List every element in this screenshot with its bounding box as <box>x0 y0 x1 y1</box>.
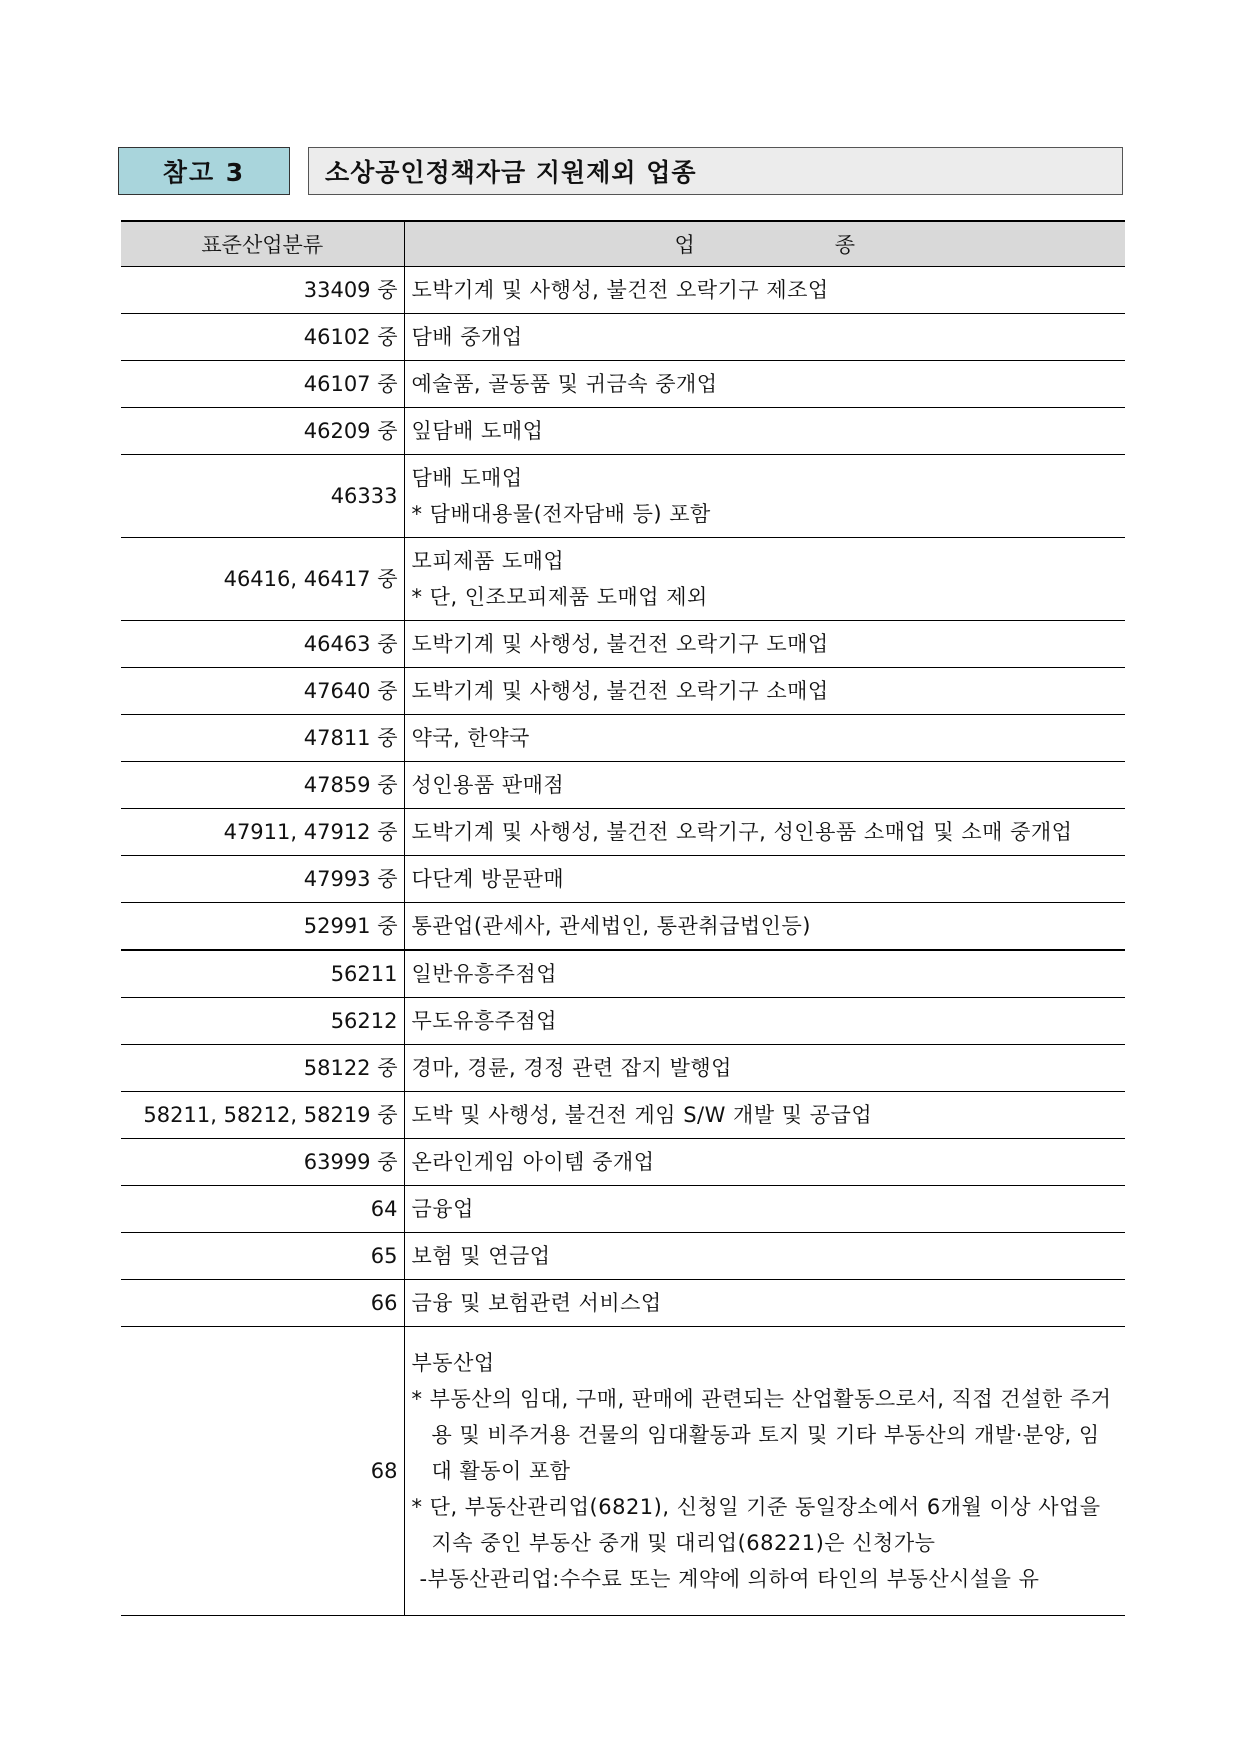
industry-code: 63999 중 <box>121 1139 404 1186</box>
industry-code: 46102 중 <box>121 314 404 361</box>
table-row <box>121 538 1125 621</box>
industry-note: * 단, 인조모피제품 도매업 제외 <box>411 585 708 609</box>
industry-title: 도박기계 및 사행성, 불건전 오락기구 도매업 <box>411 632 829 656</box>
reference-badge <box>118 147 290 195</box>
industry-title: 온라인게임 아이템 중개업 <box>411 1150 655 1174</box>
industry-description <box>404 538 1125 621</box>
industry-code: 68 <box>121 1327 404 1616</box>
industry-code: 56212 <box>121 998 404 1045</box>
industry-code: 47859 중 <box>121 762 404 809</box>
column-header-industry <box>404 221 1125 267</box>
industry-title: 약국, 한약국 <box>411 726 530 750</box>
industry-title: 보험 및 연금업 <box>411 1244 551 1268</box>
industry-description <box>404 455 1125 538</box>
table-row <box>121 1280 1125 1327</box>
industry-code: 56211 <box>121 950 404 998</box>
industry-description <box>404 314 1125 361</box>
industry-code: 46416, 46417 중 <box>121 538 404 621</box>
industry-note: * 담배대용물(전자담배 등) 포함 <box>411 502 711 526</box>
industry-code: 46463 중 <box>121 621 404 668</box>
industry-description <box>404 950 1125 998</box>
industry-note-1: * 부동산의 임대, 구매, 판매에 관련되는 산업활동으로서, 직접 건설한 주거용 및 비주거용 건물의 임대활동과 토지 및 기타 부동산의 개발·분양, 임대 활동이 포함 <box>411 1387 1112 1483</box>
industry-description <box>404 1045 1125 1092</box>
excluded-industries-table <box>121 220 1125 1616</box>
industry-title: 무도유흥주점업 <box>411 1009 558 1033</box>
table-row <box>121 455 1125 538</box>
industry-title: 모피제품 도매업 <box>411 549 565 573</box>
industry-description <box>404 408 1125 455</box>
industry-title: 담배 중개업 <box>411 325 523 349</box>
industry-description <box>404 856 1125 903</box>
industry-description <box>404 1280 1125 1327</box>
industry-title: 도박 및 사행성, 불건전 게임 S/W 개발 및 공급업 <box>411 1103 873 1127</box>
industry-note-3: -부동산관리업:수수료 또는 계약에 의하여 타인의 부동산시설을 유 <box>419 1567 1040 1591</box>
reference-badge-label: 참고 3 <box>162 158 246 187</box>
industry-description <box>404 621 1125 668</box>
industry-title: 도박기계 및 사행성, 불건전 오락기구, 성인용품 소매업 및 소매 중개업 <box>411 820 1073 844</box>
page-title-box <box>308 147 1123 195</box>
industry-code: 47640 중 <box>121 668 404 715</box>
table-body-last <box>121 1327 1125 1616</box>
industry-description <box>404 1327 1125 1616</box>
industry-description <box>404 998 1125 1045</box>
industry-code: 65 <box>121 1233 404 1280</box>
table-row <box>121 1045 1125 1092</box>
industry-title: 도박기계 및 사행성, 불건전 오락기구 제조업 <box>411 278 829 302</box>
industry-title: 예술품, 골동품 및 귀금속 중개업 <box>411 372 718 396</box>
table-row <box>121 267 1125 314</box>
table-row <box>121 1186 1125 1233</box>
industry-code: 33409 중 <box>121 267 404 314</box>
industry-code: 47993 중 <box>121 856 404 903</box>
industry-title: 도박기계 및 사행성, 불건전 오락기구 소매업 <box>411 679 829 703</box>
industry-title: 부동산업 <box>411 1351 495 1375</box>
industry-description <box>404 668 1125 715</box>
table-header-row <box>121 221 1125 267</box>
industry-title: 경마, 경륜, 경정 관련 잡지 발행업 <box>411 1056 732 1080</box>
industry-code: 46333 <box>121 455 404 538</box>
industry-description <box>404 809 1125 856</box>
industry-code: 47911, 47912 중 <box>121 809 404 856</box>
industry-description <box>404 1092 1125 1139</box>
table-row <box>121 314 1125 361</box>
industry-code: 58122 중 <box>121 1045 404 1092</box>
column-header-industry-part1: 업 <box>674 233 695 257</box>
industry-code: 46209 중 <box>121 408 404 455</box>
industry-description <box>404 762 1125 809</box>
industry-code: 58211, 58212, 58219 중 <box>121 1092 404 1139</box>
table-row <box>121 762 1125 809</box>
table-row <box>121 668 1125 715</box>
industry-code: 52991 중 <box>121 903 404 951</box>
industry-title: 담배 도매업 <box>411 466 523 490</box>
industry-code: 47811 중 <box>121 715 404 762</box>
table-row <box>121 1092 1125 1139</box>
column-header-classification: 표준산업분류 <box>121 221 404 267</box>
table-row <box>121 621 1125 668</box>
industry-description <box>404 1139 1125 1186</box>
industry-title: 성인용품 판매점 <box>411 773 565 797</box>
industry-description <box>404 715 1125 762</box>
table-row <box>121 408 1125 455</box>
column-header-industry-part2: 종 <box>834 233 856 257</box>
industry-description <box>404 903 1125 951</box>
table-row <box>121 950 1125 998</box>
industry-description <box>404 361 1125 408</box>
industry-code: 64 <box>121 1186 404 1233</box>
industry-title: 금융 및 보험관련 서비스업 <box>411 1291 662 1315</box>
industry-title: 일반유흥주점업 <box>411 962 558 986</box>
table-row-68 <box>121 1327 1125 1616</box>
industry-code: 46107 중 <box>121 361 404 408</box>
industry-title: 잎담배 도매업 <box>411 419 544 443</box>
industry-code: 66 <box>121 1280 404 1327</box>
table-row <box>121 1233 1125 1280</box>
industry-note-2: * 단, 부동산관리업(6821), 신청일 기준 동일장소에서 6개월 이상 사업을 지속 중인 부동산 중개 및 대리업(68221)은 신청가능 <box>411 1495 1101 1555</box>
table-row <box>121 998 1125 1045</box>
industry-description <box>404 1186 1125 1233</box>
industry-description <box>404 1233 1125 1280</box>
industry-description <box>404 267 1125 314</box>
industry-title: 다단계 방문판매 <box>411 867 565 891</box>
table-row <box>121 715 1125 762</box>
table-row <box>121 361 1125 408</box>
table-body <box>121 267 1125 1327</box>
table-row <box>121 856 1125 903</box>
industry-title: 통관업(관세사, 관세법인, 통관취급법인등) <box>411 914 811 938</box>
table-row <box>121 903 1125 951</box>
table-row <box>121 1139 1125 1186</box>
industry-title: 금융업 <box>411 1197 474 1221</box>
table-row <box>121 809 1125 856</box>
page-title: 소상공인정책자금 지원제외 업종 <box>325 158 697 187</box>
